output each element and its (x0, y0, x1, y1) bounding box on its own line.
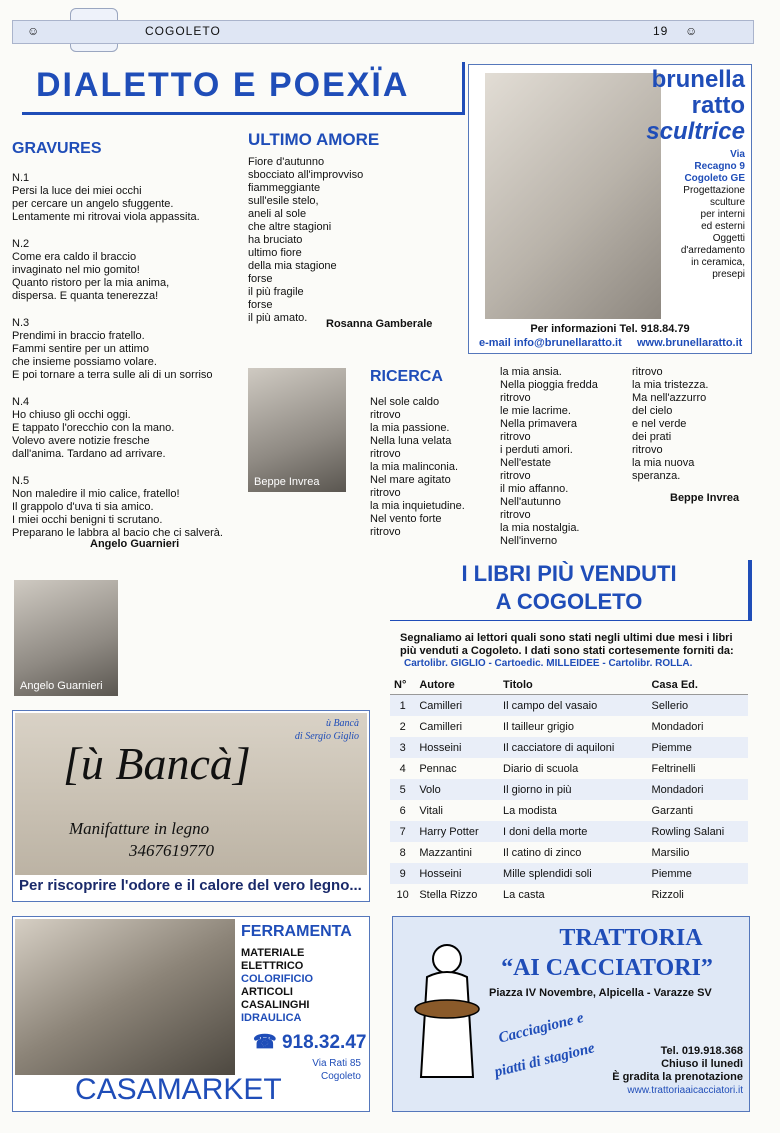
trattoria-slogan-2: piatti di stagione (493, 1040, 597, 1081)
cell-author: Stella Rizzo (419, 888, 478, 901)
trattoria-booking: È gradita la prenotazione (612, 1071, 743, 1083)
ferramenta-phone: ☎ 918.32.47 (253, 1032, 367, 1053)
cell-num: 2 (399, 720, 406, 733)
photo-angelo-label: Angelo Guarnieri (20, 680, 103, 692)
trattoria-title-1: TRATTORIA (559, 925, 703, 951)
cell-num: 4 (399, 762, 406, 775)
ricerca-heading-wrap (370, 368, 443, 386)
ferramenta-heading: FERRAMENTA (241, 923, 352, 940)
banca-small: ù Bancà di Sergio Giglio (294, 718, 359, 742)
ricerca-heading: RICERCA (370, 368, 443, 385)
gravure-n2: N.2 Come era caldo il braccio invaginato nel mio gomito! Quanto ristoro per la mia anima, dispersa. E quanta tenerezza! (12, 238, 170, 302)
cell-title: Mille splendidi soli (499, 863, 647, 884)
page-number: 19 (653, 24, 669, 38)
cell-title: Il giorno in più (499, 779, 647, 800)
libri-title-box (390, 560, 752, 621)
ricerca-col3: ritrovo la mia tristezza. Ma nell'azzurro del cielo e nel verde dei prati ritrovo la mia nuova speranza. (632, 366, 709, 482)
trattoria-closed: Chiuso il lunedì (661, 1058, 743, 1070)
ferramenta-item: ELETTRICO (241, 960, 304, 972)
books-header-row (390, 676, 748, 695)
cell-publisher: Rizzoli (651, 888, 684, 901)
ferramenta-ad (12, 916, 370, 1112)
table-row (390, 821, 748, 842)
cell-num: 1 (390, 695, 415, 717)
brunella-email[interactable]: e-mail info@brunellaratto.it (479, 337, 622, 349)
libri-sources: Cartolibr. GIGLIO - Cartoedic. MILLEIDEE - Cartolibr. ROLLA. (404, 658, 693, 669)
libri-title-2: A COGOLETO (495, 589, 643, 614)
gravure-n5: N.5 Non maledire il mio calice, fratello! Il grappolo d'uva ti sia amico. I miei occhi benigni ti scrutano. Preparano le labbra al bacio che ci salverà. (12, 475, 223, 539)
table-row (390, 695, 748, 717)
cell-title: Il catino di zinco (503, 846, 582, 859)
cell-num: 10 (396, 888, 409, 901)
banca-script: [ù Bancà] (63, 738, 251, 789)
cook-illustration (407, 937, 487, 1087)
cell-author: Mazzantini (419, 846, 472, 859)
trattoria-title-2: “AI CACCIATORI” (501, 955, 713, 981)
ferramenta-items (241, 947, 313, 1025)
page-title: DIALETTO E POEXÏA (36, 66, 410, 104)
table-row (390, 800, 748, 821)
cell-publisher: Piemme (647, 737, 748, 758)
page-title-box (22, 62, 465, 115)
ferramenta-address: Via Rati 85 Cogoleto (312, 1058, 361, 1082)
brunella-name (646, 67, 745, 145)
libri-title-1: I LIBRI PIÙ VENDUTI (461, 561, 677, 586)
gravure-n1: N.1 Persi la luce dei miei occhi per cercare un angelo sfuggente. Lentamente mi ritrovai viola appassita. (12, 172, 200, 223)
trattoria-contacts (612, 1045, 743, 1097)
brunella-ad (468, 64, 752, 354)
cell-author: Harry Potter (415, 821, 499, 842)
ferramenta-item: MATERIALE (241, 947, 305, 959)
cell-num: 5 (390, 779, 415, 800)
cell-title: La modista (503, 804, 557, 817)
cell-publisher: Sellerio (647, 695, 748, 717)
cell-title: Diario di scuola (503, 762, 579, 775)
gravures-heading: GRAVURES (12, 140, 102, 157)
page-header (12, 20, 754, 44)
banca-tagline: Per riscoprire l'odore e il calore del vero legno... (19, 877, 362, 894)
ricerca-author: Beppe Invrea (670, 492, 740, 504)
cell-author: Volo (415, 779, 499, 800)
table-row (390, 758, 748, 779)
smiley-left-icon: ☺ (27, 24, 41, 38)
brunella-info: Per informazioni Tel. 918.84.79 (530, 323, 690, 335)
trattoria-address: Piazza IV Novembre, Alpicella - Varazze SV (489, 987, 712, 999)
col-author: Autore (415, 676, 499, 695)
gravure-n3: N.3 Prendimi in braccio fratello. Fammi sentire per un attimo che insieme possiamo volare. E poi tornare a terra sulle ali di un sorriso (12, 317, 213, 381)
banca-ad (12, 710, 370, 902)
trattoria-web[interactable]: www.trattoriaaicacciatori.it (627, 1085, 743, 1096)
table-row (390, 884, 748, 905)
trattoria-slogan-1: Cacciagione e (497, 1009, 586, 1047)
casamarket-brand: CASAMARKET (75, 1073, 282, 1106)
photo-angelo (14, 580, 118, 696)
ferramenta-item: COLORIFICIO (241, 973, 314, 985)
cell-num: 6 (399, 804, 406, 817)
cell-author: Camilleri (415, 695, 499, 717)
ferramenta-item: ARTICOLI (241, 986, 293, 998)
ultimo-heading: ULTIMO AMORE (248, 130, 380, 149)
table-row (390, 737, 748, 758)
banca-phone: 3467619770 (129, 841, 214, 860)
table-row (390, 842, 748, 863)
cell-num: 9 (390, 863, 415, 884)
ferramenta-item: IDRAULICA (241, 1012, 302, 1024)
cell-num: 8 (399, 846, 406, 859)
photo-beppe-label: Beppe Invrea (254, 476, 320, 488)
cell-publisher: Piemme (647, 863, 748, 884)
cell-publisher: Feltrinelli (651, 762, 696, 775)
sculpture-photo (485, 73, 661, 319)
cell-author: Hosseini (415, 737, 499, 758)
shop-photo (15, 919, 235, 1075)
cell-title: I doni della morte (499, 821, 647, 842)
trattoria-tel: Tel. 019.918.368 (660, 1045, 743, 1057)
cell-title: La casta (503, 888, 545, 901)
banca-line: Manifatture in legno (69, 819, 210, 838)
brunella-name-1: brunella (651, 66, 745, 93)
trattoria-ad (392, 916, 750, 1112)
ultimo-amore-article (248, 130, 448, 325)
col-num: N° (390, 676, 415, 695)
col-title: Titolo (499, 676, 647, 695)
brunella-name-3: scultrice (646, 118, 745, 145)
ultimo-text: Fiore d'autunno sbocciato all'improvviso fiammeggiante sull'esile stelo, aneli al sole che altre stagioni ha bruciato ultimo fiore della mia stagione forse il più fragile forse il più amato. (248, 156, 364, 324)
cell-author: Hosseini (415, 863, 499, 884)
gravures-author: Angelo Guarnieri (90, 538, 180, 550)
cell-author: Vitali (419, 804, 443, 817)
cell-author: Pennac (419, 762, 457, 775)
cell-publisher: Mondadori (647, 779, 748, 800)
cell-author: Camilleri (419, 720, 463, 733)
gravures-article (12, 140, 242, 540)
cell-title: Il tailleur grigio (503, 720, 574, 733)
col-publisher: Casa Ed. (647, 676, 748, 695)
ricerca-col2: la mia ansia. Nella pioggia fredda ritrovo le mie lacrime. Nella primavera ritrovo i perduti amori. Nell'estate ritrovo il mio affanno. Nell'autunno ritrovo la mia nostalgia. Nell'inverno (500, 366, 598, 547)
gravure-n4: N.4 Ho chiuso gli occhi oggi. E tappato l'orecchio con la mano. Volevo avere notizie fresche dall'anima. Tardano ad arrivare. (12, 396, 175, 460)
brunella-web[interactable]: www.brunellaratto.it (637, 337, 743, 349)
table-row (390, 863, 748, 884)
cell-publisher: Marsilio (651, 846, 690, 859)
brunella-desc: Progettazione sculture per interni ed esterni Oggetti d'arredamento in ceramica, presepi (680, 185, 745, 280)
brunella-name-2: ratto (691, 92, 745, 119)
brunella-address: Via Recagno 9 Cogoleto GE (684, 149, 745, 184)
books-table (390, 676, 748, 905)
section-name: COGOLETO (145, 24, 221, 38)
cell-num: 3 (390, 737, 415, 758)
table-row (390, 716, 748, 737)
libri-intro: Segnaliamo ai lettori quali sono stati negli ultimi due mesi i libri più venduti a Cogoleto. I dati sono stati cortesemente forniti da: (400, 632, 734, 657)
cell-publisher: Garzanti (651, 804, 694, 817)
cell-publisher: Mondadori (651, 720, 704, 733)
cell-publisher: Rowling Salani (647, 821, 748, 842)
photo-beppe (248, 368, 346, 492)
smiley-right-icon: ☺ (685, 24, 699, 38)
ferramenta-item: CASALINGHI (241, 999, 310, 1011)
ricerca-col1: Nel sole caldo ritrovo la mia passione. Nella luna velata ritrovo la mia malinconia. Nel mare agitato ritrovo la mia inquietudine. Nel vento forte ritrovo (370, 396, 465, 538)
table-row (390, 779, 748, 800)
cell-title: Il campo del vasaio (499, 695, 647, 717)
cell-title: Il cacciatore di aquiloni (499, 737, 647, 758)
cell-num: 7 (390, 821, 415, 842)
ultimo-author: Rosanna Gamberale (326, 318, 433, 330)
